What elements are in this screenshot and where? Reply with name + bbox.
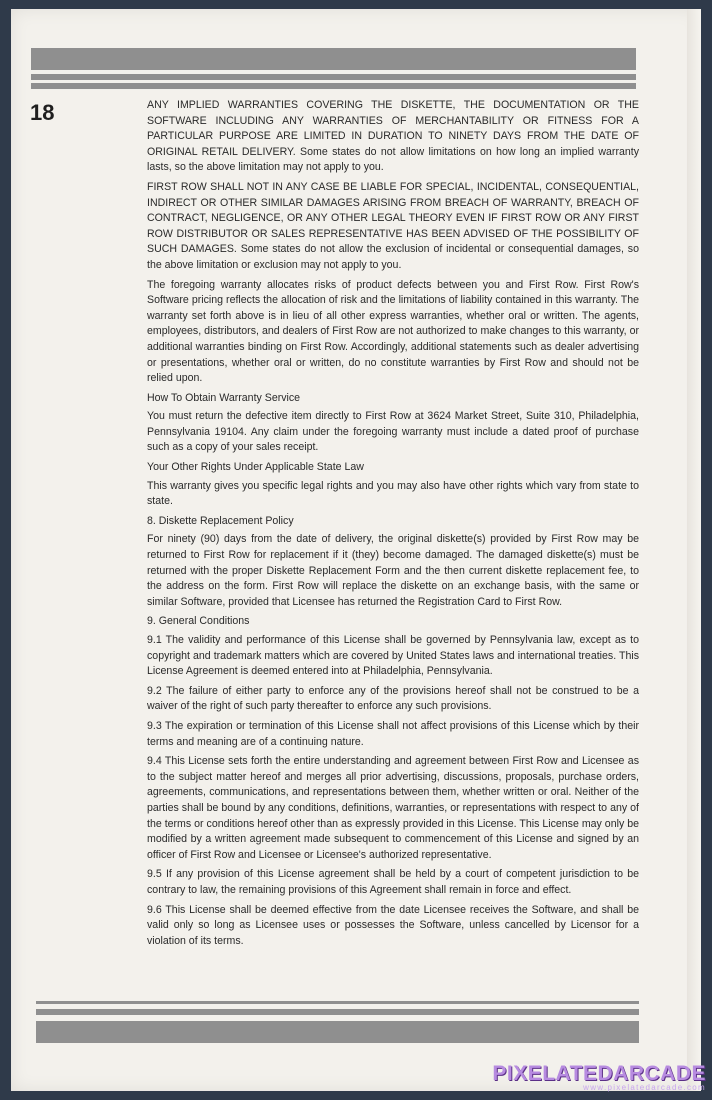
footer-bar-thin-lower (36, 1009, 639, 1015)
footer-bar-thick (36, 1021, 639, 1043)
watermark-brand: PIXELATEDARCADE (492, 1062, 706, 1085)
paragraph: ANY IMPLIED WARRANTIES COVERING THE DISKETTE, THE DOCUMENTATION OR THE SOFTWARE INCLUDING ANY WARRANTIES OF MERCHANTABILITY OR FITNESS FOR A PARTICULAR PURPOSE ARE LIMITED IN DURATION TO NINETY DAYS FROM THE DATE OF ORIGINAL RETAIL DELIVERY. Some states do not allow limitations on how long an implied warranty lasts, so the above limitation may not apply to you. (147, 99, 639, 174)
paragraph: FIRST ROW SHALL NOT IN ANY CASE BE LIABLE FOR SPECIAL, INCIDENTAL, CONSEQUENTIAL, INDIRECT OR OTHER SIMILAR DAMAGES ARISING FROM BREACH OF WARRANTY, BREACH OF CONTRACT, NEGLIGENCE, OR ANY OTHER LEGAL THEORY EVEN IF FIRST ROW OR ANY FIRST ROW DISTRIBUTOR OR SALES REPRESENTATIVE HAS BEEN ADVISED OF THE POSSIBILITY OF SUCH DAMAGES. Some states do not allow the exclusion of incidental or consequential damages, so the above limitation or exclusion may not apply to you. (147, 180, 639, 271)
watermark-url: www.pixelatedarcade.com (583, 1083, 706, 1092)
header-bar-thin-lower (31, 83, 636, 89)
paragraph: For ninety (90) days from the date of delivery, the original diskette(s) provided by First Row may be returned to First Row for replacement if it (they) become damaged. The damaged diskette(s) must be returned with the proper Diskette Replacement Form and the then current diskette replacement fee, to the address on the form. First Row will replace the diskette on an exchange basis, with the same or similar Software, provided that Licensee has returned the Registration Card to First Row. (147, 533, 639, 608)
body-text (147, 98, 639, 953)
paragraph: 9.1 The validity and performance of this License shall be governed by Pennsylvania law, except as to copyright and trademark matters which are covered by United States laws and international treaties. This License Agreement is deemed entered into at Philadelphia, Pennsylvania. (147, 634, 639, 678)
paragraph: 9.6 This License shall be deemed effective from the date Licensee receives the Software, and shall be valid only so long as Licensee uses or possesses the Software, unless cancelled by Licensor for a violation of its terms. (147, 903, 639, 947)
paragraph: 9.5 If any provision of this License agreement shall be held by a court of competent jurisdiction to be contrary to law, the remaining provisions of this Agreement shall remain in force and effect. (147, 868, 639, 896)
section-heading: How To Obtain Warranty Service (147, 391, 301, 404)
footer-bar-thin (36, 1001, 639, 1004)
watermark (492, 1062, 706, 1092)
paragraph: 9.2 The failure of either party to enforce any of the provisions hereof shall not be construed to be a waiver of the right of such party thereafter to enforce any such provisions. (147, 684, 639, 713)
paragraph: 9.4 This License sets forth the entire understanding and agreement between First Row and Licensee as to the subject matter hereof and merges all prior advertising, discussions, proposals, purchase orders, agreements, communications, and representations between them, whether written or oral. Neither of the parties shall be bound by any conditions, definitions, warranties, or representations with respect to any of the terms or conditions hereof other than as expressly provided in this License. This License may only be modified by a written agreement made subsequent to commencement of this License and signed by an officer of First Row and Licensee or Licensee's authorized representative. (147, 755, 639, 861)
paragraph: This warranty gives you specific legal rights and you may also have other rights which vary from state to state. (147, 479, 639, 508)
section-heading: 9. General Conditions (147, 615, 250, 628)
paragraph: 9.3 The expiration or termination of this License shall not affect provisions of this License which by their terms and meaning are of a continuing nature. (147, 719, 639, 748)
section-heading: Your Other Rights Under Applicable State Law (147, 461, 364, 474)
paragraph: You must return the defective item directly to First Row at 3624 Market Street, Suite 310, Philadelphia, Pennsylvania 19104. Any claim under the foregoing warranty must include a dated proof of purchase such as a copy of your sales receipt. (147, 410, 639, 454)
section-heading: 8. Diskette Replacement Policy (147, 514, 294, 527)
header-bar-thin (31, 74, 636, 80)
header-bar-thick (31, 48, 636, 70)
page-number: 18 (30, 100, 55, 125)
paragraph: The foregoing warranty allocates risks of product defects between you and First Row. First Row's Software pricing reflects the allocation of risk and the limitations of liability contained in this warranty. The warranty set forth above is in lieu of all other express warranties, whether oral or written. The agents, employees, distributors, and dealers of First Row are not authorized to make changes to this warranty, or additional warranties binding on First Row. Accordingly, additional statements such as dealer advertising or presentations, whether oral or written, do no constitute warranties by First Row and should not be relied upon. (147, 278, 639, 385)
page-edge (687, 9, 701, 1091)
